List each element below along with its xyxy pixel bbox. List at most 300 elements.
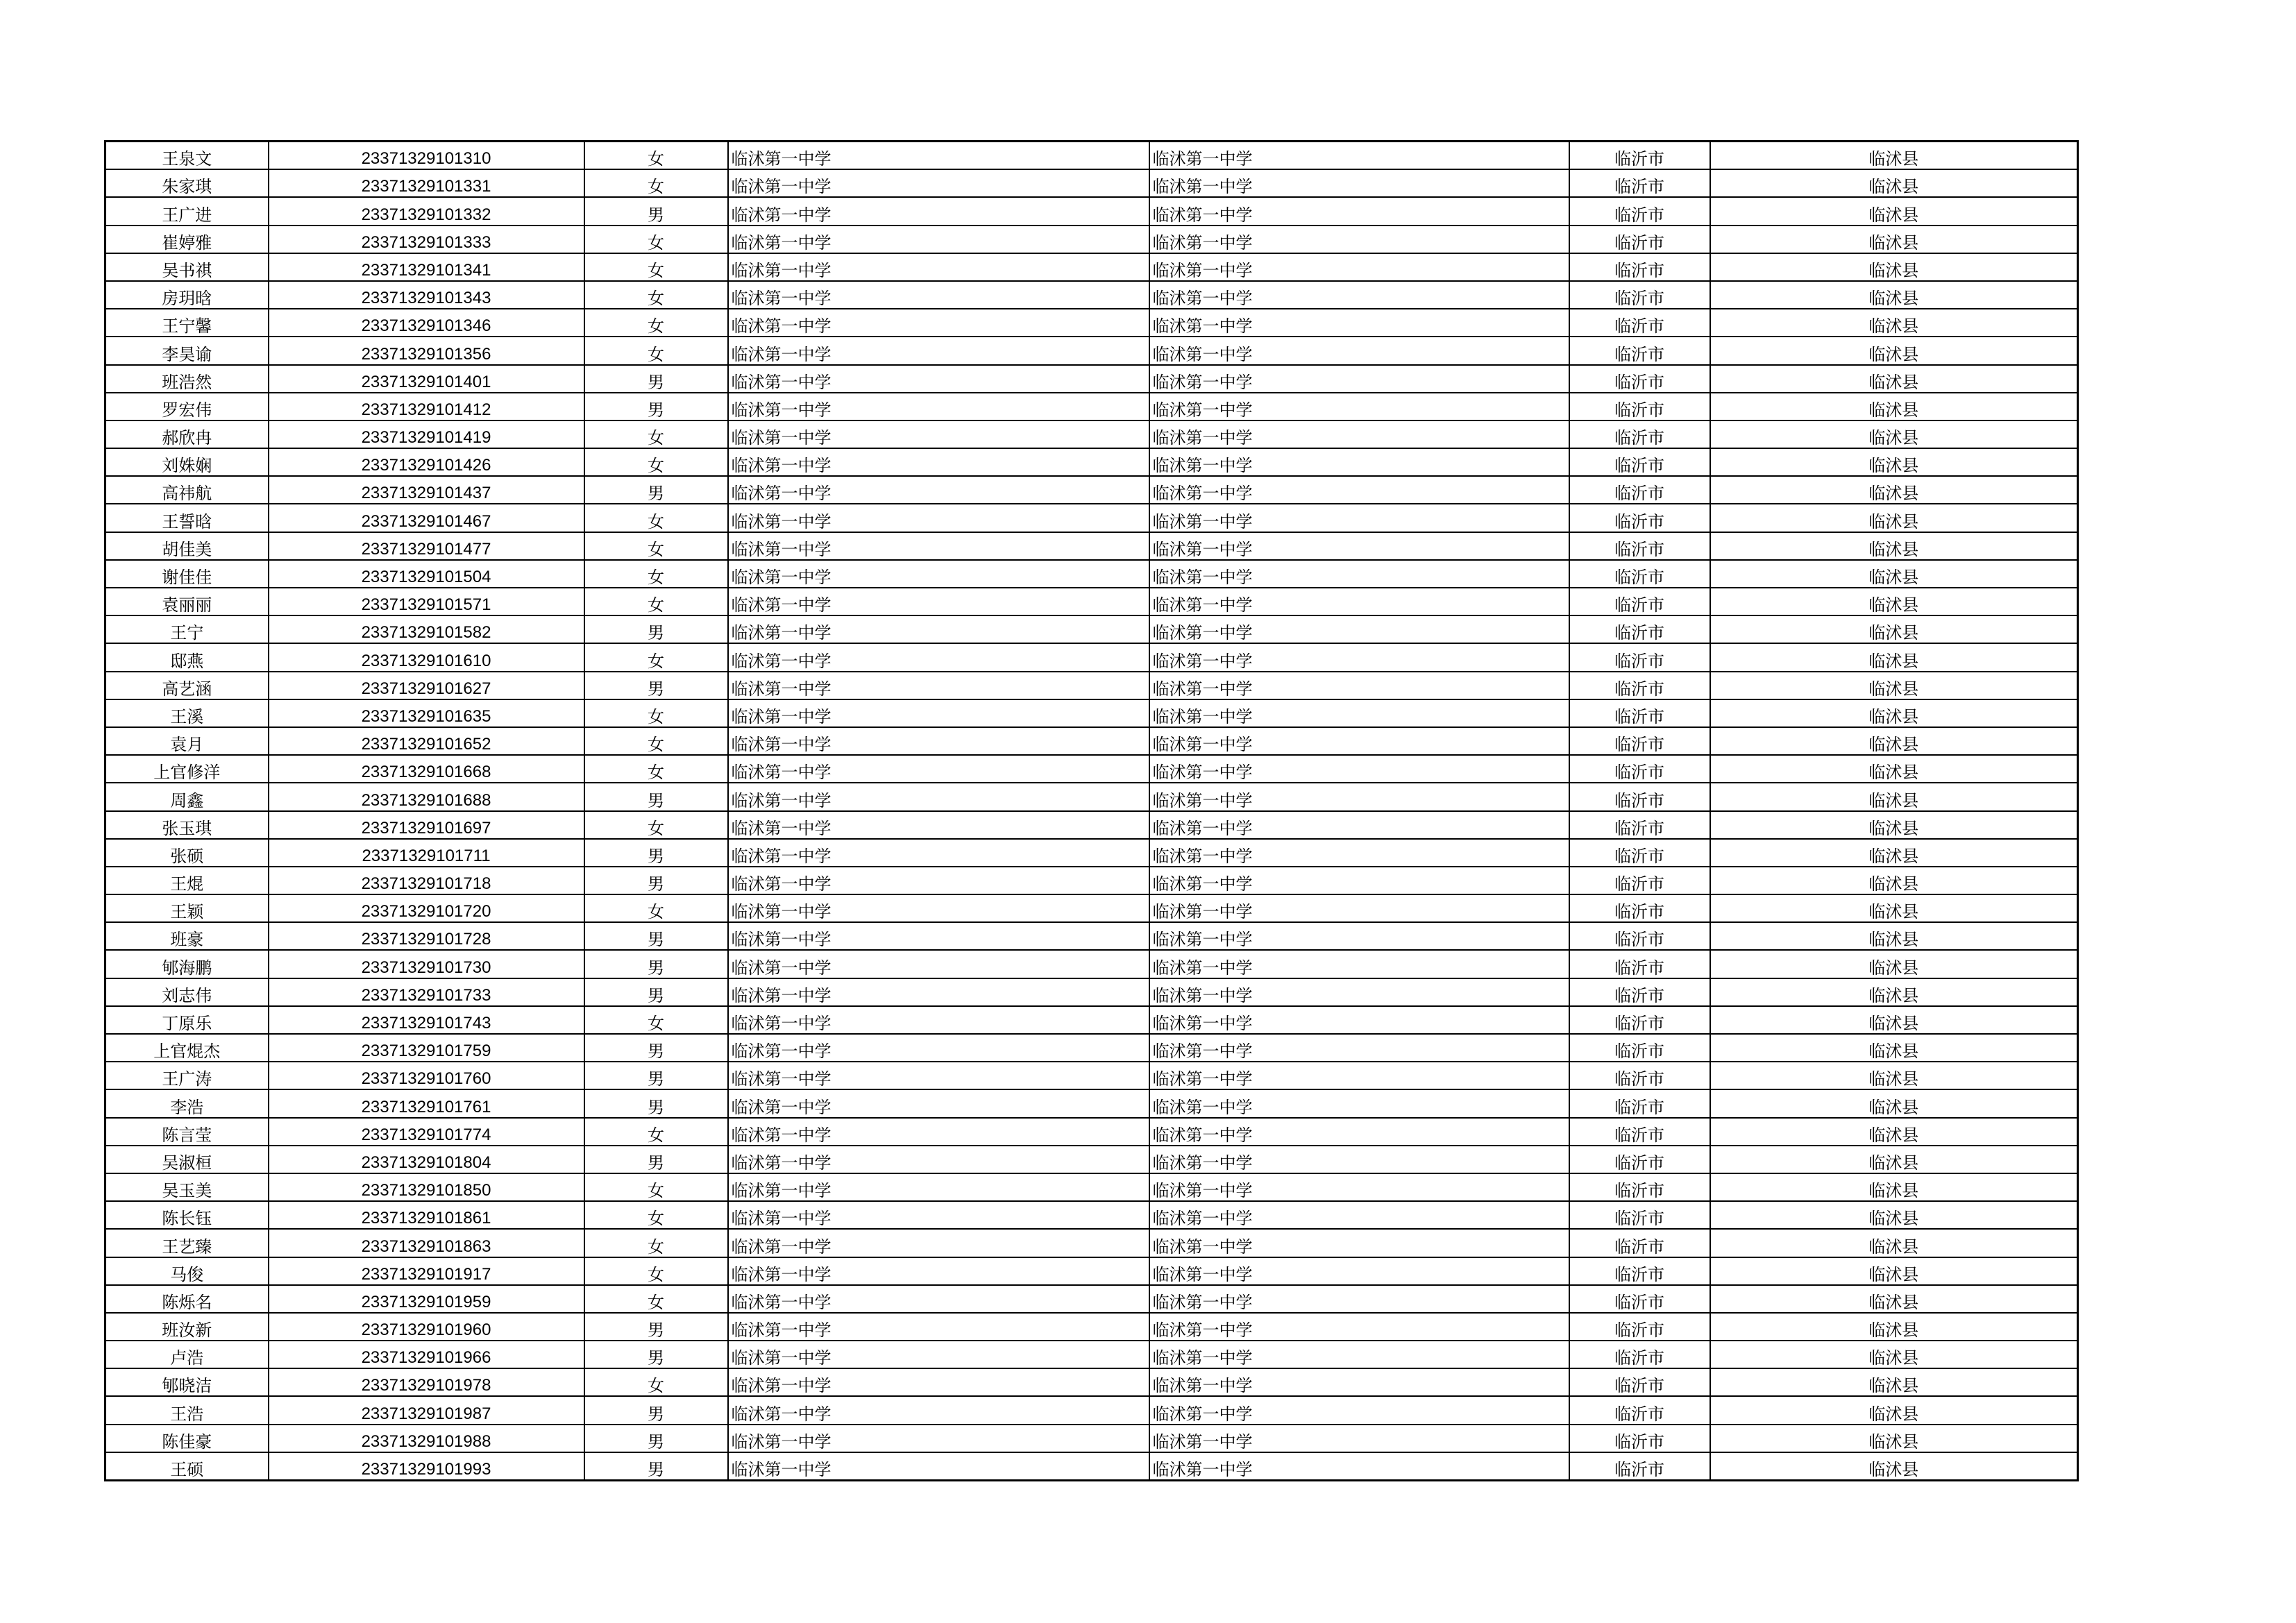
city-cell: 临沂市 [1569, 727, 1710, 755]
county-cell: 临沭县 [1710, 1368, 2078, 1396]
school-cell: 临沭第一中学 [728, 197, 1149, 225]
student-name-cell: 丁原乐 [105, 1006, 269, 1034]
registration-unit-cell: 临沭第一中学 [1149, 1396, 1569, 1424]
table-row [105, 1006, 2078, 1034]
registration-unit-cell: 临沭第一中学 [1149, 560, 1569, 588]
exam-number-cell: 23371329101861 [269, 1201, 584, 1229]
school-cell: 临沭第一中学 [728, 1257, 1149, 1285]
school-cell: 临沭第一中学 [728, 588, 1149, 615]
registration-unit-cell: 临沭第一中学 [1149, 1201, 1569, 1229]
exam-number-cell: 23371329101437 [269, 476, 584, 504]
student-name-cell: 崔婷雅 [105, 226, 269, 253]
county-cell: 临沭县 [1710, 476, 2078, 504]
registration-unit-cell: 临沭第一中学 [1149, 309, 1569, 337]
exam-number-cell: 23371329101310 [269, 142, 584, 170]
county-cell: 临沭县 [1710, 1146, 2078, 1173]
table-row [105, 1368, 2078, 1396]
exam-number-cell: 23371329101419 [269, 420, 584, 448]
registration-unit-cell: 临沭第一中学 [1149, 950, 1569, 978]
student-name-cell: 张硕 [105, 839, 269, 867]
school-cell: 临沭第一中学 [728, 560, 1149, 588]
registration-unit-cell: 临沭第一中学 [1149, 1118, 1569, 1146]
gender-cell: 男 [584, 950, 728, 978]
gender-cell: 男 [584, 839, 728, 867]
city-cell: 临沂市 [1569, 783, 1710, 810]
registration-unit-cell: 临沭第一中学 [1149, 226, 1569, 253]
exam-number-cell: 23371329101730 [269, 950, 584, 978]
registration-unit-cell: 临沭第一中学 [1149, 420, 1569, 448]
county-cell: 临沭县 [1710, 169, 2078, 197]
county-cell: 临沭县 [1710, 755, 2078, 783]
county-cell: 临沭县 [1710, 1034, 2078, 1062]
exam-number-cell: 23371329101966 [269, 1341, 584, 1368]
exam-number-cell: 23371329101850 [269, 1173, 584, 1201]
school-cell: 临沭第一中学 [728, 1229, 1149, 1257]
registration-unit-cell: 临沭第一中学 [1149, 1146, 1569, 1173]
exam-number-cell: 23371329101863 [269, 1229, 584, 1257]
school-cell: 临沭第一中学 [728, 1341, 1149, 1368]
city-cell: 临沂市 [1569, 1034, 1710, 1062]
exam-number-cell: 23371329101987 [269, 1396, 584, 1424]
city-cell: 临沂市 [1569, 142, 1710, 170]
gender-cell: 女 [584, 169, 728, 197]
gender-cell: 女 [584, 1229, 728, 1257]
exam-number-cell: 23371329101960 [269, 1313, 584, 1341]
student-name-cell: 王广进 [105, 197, 269, 225]
gender-cell: 男 [584, 1146, 728, 1173]
registration-unit-cell: 临沭第一中学 [1149, 1313, 1569, 1341]
registration-unit-cell: 临沭第一中学 [1149, 1173, 1569, 1201]
city-cell: 临沂市 [1569, 169, 1710, 197]
student-name-cell: 王硕 [105, 1452, 269, 1481]
city-cell: 临沂市 [1569, 1229, 1710, 1257]
table-row [105, 309, 2078, 337]
roster-body [105, 142, 2078, 1481]
school-cell: 临沭第一中学 [728, 142, 1149, 170]
school-cell: 临沭第一中学 [728, 867, 1149, 894]
gender-cell: 女 [584, 1201, 728, 1229]
county-cell: 临沭县 [1710, 950, 2078, 978]
city-cell: 临沂市 [1569, 504, 1710, 532]
county-cell: 临沭县 [1710, 504, 2078, 532]
city-cell: 临沂市 [1569, 420, 1710, 448]
student-name-cell: 周鑫 [105, 783, 269, 810]
registration-unit-cell: 临沭第一中学 [1149, 1257, 1569, 1285]
school-cell: 临沭第一中学 [728, 309, 1149, 337]
school-cell: 临沭第一中学 [728, 615, 1149, 643]
student-name-cell: 刘姝娴 [105, 448, 269, 476]
city-cell: 临沂市 [1569, 1062, 1710, 1089]
table-row [105, 727, 2078, 755]
registration-unit-cell: 临沭第一中学 [1149, 169, 1569, 197]
registration-unit-cell: 临沭第一中学 [1149, 615, 1569, 643]
gender-cell: 男 [584, 672, 728, 699]
county-cell: 临沭县 [1710, 1062, 2078, 1089]
county-cell: 临沭县 [1710, 643, 2078, 671]
city-cell: 临沂市 [1569, 1396, 1710, 1424]
table-row [105, 1089, 2078, 1117]
student-name-cell: 王浩 [105, 1396, 269, 1424]
exam-number-cell: 23371329101718 [269, 867, 584, 894]
exam-number-cell: 23371329101978 [269, 1368, 584, 1396]
table-row [105, 1313, 2078, 1341]
exam-number-cell: 23371329101332 [269, 197, 584, 225]
exam-number-cell: 23371329101759 [269, 1034, 584, 1062]
registration-unit-cell: 临沭第一中学 [1149, 476, 1569, 504]
table-row [105, 1396, 2078, 1424]
county-cell: 临沭县 [1710, 1452, 2078, 1481]
student-name-cell: 陈佳豪 [105, 1425, 269, 1452]
school-cell: 临沭第一中学 [728, 504, 1149, 532]
county-cell: 临沭县 [1710, 839, 2078, 867]
student-name-cell: 王焜 [105, 867, 269, 894]
gender-cell: 女 [584, 309, 728, 337]
gender-cell: 女 [584, 281, 728, 309]
gender-cell: 男 [584, 1062, 728, 1089]
table-row [105, 1285, 2078, 1313]
city-cell: 临沂市 [1569, 1257, 1710, 1285]
school-cell: 临沭第一中学 [728, 783, 1149, 810]
exam-number-cell: 23371329101504 [269, 560, 584, 588]
table-row [105, 1257, 2078, 1285]
gender-cell: 女 [584, 699, 728, 727]
gender-cell: 女 [584, 588, 728, 615]
county-cell: 临沭县 [1710, 1285, 2078, 1313]
gender-cell: 女 [584, 420, 728, 448]
city-cell: 临沂市 [1569, 337, 1710, 364]
table-row [105, 894, 2078, 922]
county-cell: 临沭县 [1710, 1257, 2078, 1285]
county-cell: 临沭县 [1710, 672, 2078, 699]
county-cell: 临沭县 [1710, 1006, 2078, 1034]
school-cell: 临沭第一中学 [728, 699, 1149, 727]
school-cell: 临沭第一中学 [728, 1034, 1149, 1062]
table-row [105, 226, 2078, 253]
registration-unit-cell: 临沭第一中学 [1149, 253, 1569, 281]
registration-unit-cell: 临沭第一中学 [1149, 894, 1569, 922]
student-name-cell: 马俊 [105, 1257, 269, 1285]
table-row [105, 1146, 2078, 1173]
registration-unit-cell: 临沭第一中学 [1149, 978, 1569, 1006]
exam-number-cell: 23371329101774 [269, 1118, 584, 1146]
gender-cell: 女 [584, 337, 728, 364]
gender-cell: 男 [584, 978, 728, 1006]
gender-cell: 女 [584, 727, 728, 755]
table-row [105, 950, 2078, 978]
exam-number-cell: 23371329101917 [269, 1257, 584, 1285]
student-name-cell: 李浩 [105, 1089, 269, 1117]
registration-unit-cell: 临沭第一中学 [1149, 197, 1569, 225]
student-name-cell: 王宁馨 [105, 309, 269, 337]
table-row [105, 560, 2078, 588]
gender-cell: 女 [584, 560, 728, 588]
gender-cell: 男 [584, 867, 728, 894]
county-cell: 临沭县 [1710, 253, 2078, 281]
student-name-cell: 陈烁名 [105, 1285, 269, 1313]
school-cell: 临沭第一中学 [728, 169, 1149, 197]
student-name-cell: 陈长钰 [105, 1201, 269, 1229]
school-cell: 临沭第一中学 [728, 950, 1149, 978]
gender-cell: 女 [584, 1173, 728, 1201]
student-name-cell: 高艺涵 [105, 672, 269, 699]
exam-number-cell: 23371329101711 [269, 839, 584, 867]
table-row [105, 783, 2078, 810]
registration-unit-cell: 临沭第一中学 [1149, 504, 1569, 532]
gender-cell: 女 [584, 1368, 728, 1396]
registration-unit-cell: 临沭第一中学 [1149, 922, 1569, 950]
school-cell: 临沭第一中学 [728, 420, 1149, 448]
school-cell: 临沭第一中学 [728, 365, 1149, 393]
student-name-cell: 刘志伟 [105, 978, 269, 1006]
registration-unit-cell: 临沭第一中学 [1149, 337, 1569, 364]
exam-number-cell: 23371329101341 [269, 253, 584, 281]
table-row [105, 169, 2078, 197]
school-cell: 临沭第一中学 [728, 727, 1149, 755]
county-cell: 临沭县 [1710, 1341, 2078, 1368]
student-name-cell: 张玉琪 [105, 811, 269, 839]
registration-unit-cell: 临沭第一中学 [1149, 867, 1569, 894]
county-cell: 临沭县 [1710, 281, 2078, 309]
county-cell: 临沭县 [1710, 1313, 2078, 1341]
gender-cell: 女 [584, 755, 728, 783]
registration-unit-cell: 临沭第一中学 [1149, 588, 1569, 615]
school-cell: 临沭第一中学 [728, 1368, 1149, 1396]
table-row [105, 643, 2078, 671]
student-name-cell: 班浩然 [105, 365, 269, 393]
exam-number-cell: 23371329101993 [269, 1452, 584, 1481]
gender-cell: 女 [584, 253, 728, 281]
exam-number-cell: 23371329101635 [269, 699, 584, 727]
county-cell: 临沭县 [1710, 226, 2078, 253]
student-name-cell: 王宁 [105, 615, 269, 643]
city-cell: 临沂市 [1569, 839, 1710, 867]
county-cell: 临沭县 [1710, 894, 2078, 922]
student-name-cell: 陈言莹 [105, 1118, 269, 1146]
city-cell: 临沂市 [1569, 1425, 1710, 1452]
gender-cell: 女 [584, 142, 728, 170]
school-cell: 临沭第一中学 [728, 839, 1149, 867]
county-cell: 临沭县 [1710, 783, 2078, 810]
gender-cell: 女 [584, 643, 728, 671]
student-name-cell: 郇晓洁 [105, 1368, 269, 1396]
table-row [105, 393, 2078, 420]
school-cell: 临沭第一中学 [728, 1452, 1149, 1481]
gender-cell: 女 [584, 504, 728, 532]
table-row [105, 755, 2078, 783]
school-cell: 临沭第一中学 [728, 1313, 1149, 1341]
table-row [105, 197, 2078, 225]
city-cell: 临沂市 [1569, 894, 1710, 922]
table-row [105, 699, 2078, 727]
city-cell: 临沂市 [1569, 811, 1710, 839]
school-cell: 临沭第一中学 [728, 281, 1149, 309]
exam-number-cell: 23371329101401 [269, 365, 584, 393]
county-cell: 临沭县 [1710, 811, 2078, 839]
gender-cell: 男 [584, 1313, 728, 1341]
exam-number-cell: 23371329101426 [269, 448, 584, 476]
city-cell: 临沂市 [1569, 755, 1710, 783]
city-cell: 临沂市 [1569, 1313, 1710, 1341]
exam-number-cell: 23371329101760 [269, 1062, 584, 1089]
table-row [105, 448, 2078, 476]
city-cell: 临沂市 [1569, 1089, 1710, 1117]
city-cell: 临沂市 [1569, 615, 1710, 643]
gender-cell: 男 [584, 1341, 728, 1368]
exam-number-cell: 23371329101582 [269, 615, 584, 643]
registration-unit-cell: 临沭第一中学 [1149, 1341, 1569, 1368]
city-cell: 临沂市 [1569, 643, 1710, 671]
exam-number-cell: 23371329101477 [269, 532, 584, 560]
student-name-cell: 朱家琪 [105, 169, 269, 197]
student-name-cell: 班汝新 [105, 1313, 269, 1341]
table-row [105, 337, 2078, 364]
city-cell: 临沂市 [1569, 1173, 1710, 1201]
table-row [105, 142, 2078, 170]
county-cell: 临沭县 [1710, 1201, 2078, 1229]
table-row [105, 1034, 2078, 1062]
exam-number-cell: 23371329101412 [269, 393, 584, 420]
city-cell: 临沂市 [1569, 197, 1710, 225]
table-row [105, 253, 2078, 281]
student-name-cell: 郝欣冉 [105, 420, 269, 448]
table-row [105, 532, 2078, 560]
exam-number-cell: 23371329101697 [269, 811, 584, 839]
gender-cell: 男 [584, 615, 728, 643]
table-row [105, 1229, 2078, 1257]
county-cell: 临沭县 [1710, 1118, 2078, 1146]
school-cell: 临沭第一中学 [728, 532, 1149, 560]
county-cell: 临沭县 [1710, 337, 2078, 364]
student-name-cell: 吴书祺 [105, 253, 269, 281]
student-name-cell: 房玥晗 [105, 281, 269, 309]
student-name-cell: 邸燕 [105, 643, 269, 671]
city-cell: 临沂市 [1569, 1201, 1710, 1229]
registration-unit-cell: 临沭第一中学 [1149, 699, 1569, 727]
county-cell: 临沭县 [1710, 588, 2078, 615]
city-cell: 临沂市 [1569, 1368, 1710, 1396]
gender-cell: 男 [584, 1452, 728, 1481]
school-cell: 临沭第一中学 [728, 1285, 1149, 1313]
student-name-cell: 吴淑桓 [105, 1146, 269, 1173]
county-cell: 临沭县 [1710, 922, 2078, 950]
exam-number-cell: 23371329101761 [269, 1089, 584, 1117]
registration-unit-cell: 临沭第一中学 [1149, 281, 1569, 309]
student-name-cell: 卢浩 [105, 1341, 269, 1368]
exam-number-cell: 23371329101627 [269, 672, 584, 699]
student-name-cell: 袁丽丽 [105, 588, 269, 615]
registration-unit-cell: 临沭第一中学 [1149, 1062, 1569, 1089]
county-cell: 临沭县 [1710, 978, 2078, 1006]
exam-number-cell: 23371329101333 [269, 226, 584, 253]
county-cell: 临沭县 [1710, 1396, 2078, 1424]
school-cell: 临沭第一中学 [728, 922, 1149, 950]
gender-cell: 男 [584, 476, 728, 504]
registration-unit-cell: 临沭第一中学 [1149, 393, 1569, 420]
county-cell: 临沭县 [1710, 727, 2078, 755]
school-cell: 临沭第一中学 [728, 1173, 1149, 1201]
table-row [105, 811, 2078, 839]
student-name-cell: 王誓晗 [105, 504, 269, 532]
student-name-cell: 谢佳佳 [105, 560, 269, 588]
exam-number-cell: 23371329101571 [269, 588, 584, 615]
exam-number-cell: 23371329101610 [269, 643, 584, 671]
city-cell: 临沂市 [1569, 560, 1710, 588]
table-row [105, 839, 2078, 867]
table-row [105, 1425, 2078, 1452]
county-cell: 临沭县 [1710, 1425, 2078, 1452]
gender-cell: 女 [584, 1118, 728, 1146]
registration-unit-cell: 临沭第一中学 [1149, 755, 1569, 783]
gender-cell: 女 [584, 1006, 728, 1034]
school-cell: 临沭第一中学 [728, 978, 1149, 1006]
table-row [105, 867, 2078, 894]
school-cell: 临沭第一中学 [728, 448, 1149, 476]
registration-unit-cell: 临沭第一中学 [1149, 1034, 1569, 1062]
roster-sheet [104, 140, 2077, 1481]
school-cell: 临沭第一中学 [728, 1006, 1149, 1034]
city-cell: 临沂市 [1569, 699, 1710, 727]
registration-unit-cell: 临沭第一中学 [1149, 1089, 1569, 1117]
student-name-cell: 王颖 [105, 894, 269, 922]
gender-cell: 女 [584, 1285, 728, 1313]
exam-number-cell: 23371329101346 [269, 309, 584, 337]
county-cell: 临沭县 [1710, 309, 2078, 337]
school-cell: 临沭第一中学 [728, 1062, 1149, 1089]
gender-cell: 女 [584, 894, 728, 922]
gender-cell: 男 [584, 197, 728, 225]
exam-number-cell: 23371329101343 [269, 281, 584, 309]
gender-cell: 男 [584, 365, 728, 393]
table-row [105, 1062, 2078, 1089]
registration-unit-cell: 临沭第一中学 [1149, 1368, 1569, 1396]
registration-unit-cell: 临沭第一中学 [1149, 839, 1569, 867]
registration-unit-cell: 临沭第一中学 [1149, 1285, 1569, 1313]
gender-cell: 女 [584, 226, 728, 253]
student-name-cell: 高祎航 [105, 476, 269, 504]
student-name-cell: 王广涛 [105, 1062, 269, 1089]
student-name-cell: 上官修洋 [105, 755, 269, 783]
registration-unit-cell: 临沭第一中学 [1149, 532, 1569, 560]
exam-number-cell: 23371329101331 [269, 169, 584, 197]
city-cell: 临沂市 [1569, 922, 1710, 950]
school-cell: 临沭第一中学 [728, 1396, 1149, 1424]
city-cell: 临沂市 [1569, 672, 1710, 699]
registration-unit-cell: 临沭第一中学 [1149, 1006, 1569, 1034]
county-cell: 临沭县 [1710, 448, 2078, 476]
table-row [105, 1118, 2078, 1146]
county-cell: 临沭县 [1710, 197, 2078, 225]
table-row [105, 281, 2078, 309]
school-cell: 临沭第一中学 [728, 1425, 1149, 1452]
county-cell: 临沭县 [1710, 420, 2078, 448]
student-name-cell: 胡佳美 [105, 532, 269, 560]
gender-cell: 男 [584, 1396, 728, 1424]
school-cell: 临沭第一中学 [728, 755, 1149, 783]
city-cell: 临沂市 [1569, 532, 1710, 560]
school-cell: 临沭第一中学 [728, 1146, 1149, 1173]
city-cell: 临沂市 [1569, 867, 1710, 894]
county-cell: 临沭县 [1710, 393, 2078, 420]
registration-unit-cell: 临沭第一中学 [1149, 1425, 1569, 1452]
exam-number-cell: 23371329101959 [269, 1285, 584, 1313]
registration-unit-cell: 临沭第一中学 [1149, 1452, 1569, 1481]
registration-unit-cell: 临沭第一中学 [1149, 643, 1569, 671]
gender-cell: 男 [584, 1425, 728, 1452]
city-cell: 临沂市 [1569, 1285, 1710, 1313]
exam-number-cell: 23371329101743 [269, 1006, 584, 1034]
school-cell: 临沭第一中学 [728, 253, 1149, 281]
table-row [105, 476, 2078, 504]
